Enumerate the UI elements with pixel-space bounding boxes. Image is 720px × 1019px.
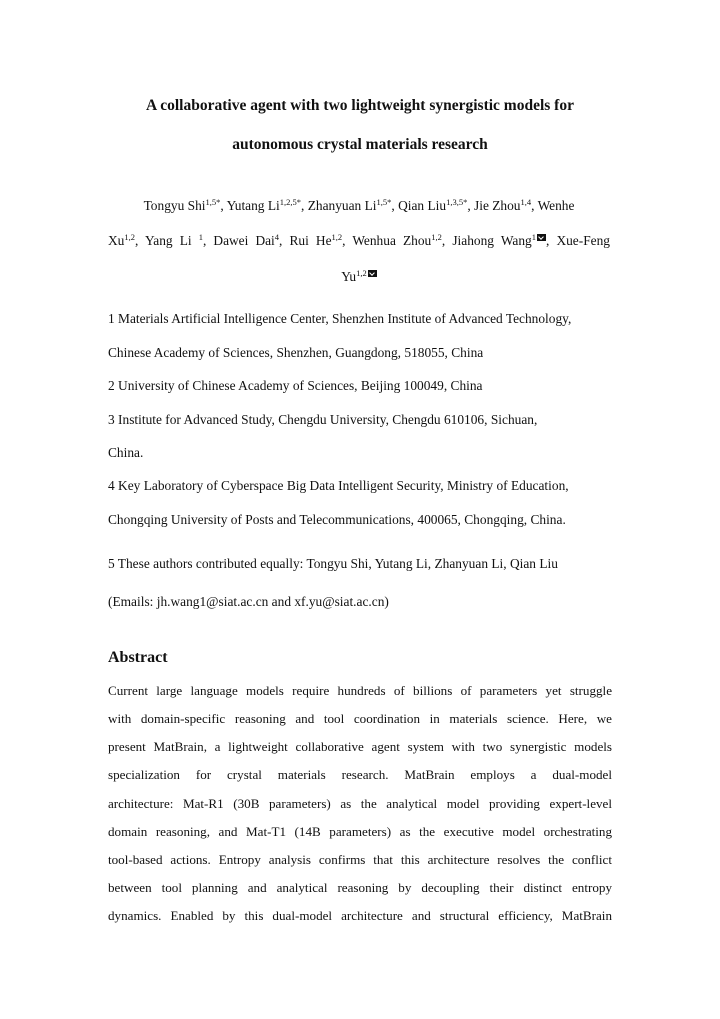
affiliation-line: 3 Institute for Advanced Study, Chengdu University, Chengdu 610106, Sichuan, (108, 412, 538, 427)
author-name: , Xue-Feng (546, 233, 610, 248)
author-line-3 (108, 267, 610, 287)
abstract-line: dynamics. Enabled by this dual-model architecture and structural efficiency, MatBrain (108, 908, 612, 923)
author-affiliation-sup: 1,4 (520, 197, 532, 207)
author-affiliation-sup: 1,2 (124, 232, 135, 242)
author-name: , Yang Li (135, 233, 199, 248)
author-affiliation-sup: 1 (531, 232, 536, 242)
abstract-line: tool-based actions. Entropy analysis confirms that this architecture resolves the conflict (108, 852, 612, 867)
author-name: , Jiahong Wang (441, 233, 532, 248)
abstract-heading: Abstract (108, 649, 168, 666)
author-affiliation-sup: 1 (198, 232, 203, 242)
envelope-icon (537, 234, 546, 241)
author-name: , Dawei Dai (202, 233, 275, 248)
author-name: , Rui He (279, 233, 332, 248)
abstract-line: with domain-specific reasoning and tool coordination in materials science. Here, we (108, 711, 612, 726)
author-affiliation-sup: 1,2 (431, 232, 442, 242)
abstract-line: Current large language models require hundreds of billions of parameters yet struggle (108, 683, 612, 698)
envelope-icon (368, 270, 377, 277)
author-affiliation-sup: 4 (274, 232, 280, 242)
abstract-line: present MatBrain, a lightweight collaborative agent system with two synergistic models (108, 739, 612, 754)
author-name: Tongyu Shi (143, 198, 206, 213)
author-affiliation-sup: 1,5* (376, 197, 392, 207)
author-line-1 (108, 196, 610, 216)
paper-title-line-2: autonomous crystal materials research (232, 136, 488, 153)
email-line: (Emails: jh.wang1@siat.ac.cn and xf.yu@siat.ac.cn) (108, 594, 389, 609)
affiliation-line: Chongqing University of Posts and Telecommunications, 400065, Chongqing, China. (108, 512, 566, 527)
author-name: , Qian Liu (391, 198, 447, 213)
paper-title-line-1: A collaborative agent with two lightweight synergistic models for (146, 97, 574, 114)
affiliation-line: Chinese Academy of Sciences, Shenzhen, Guangdong, 518055, China (108, 345, 484, 360)
author-name: , Yutang Li (220, 198, 280, 213)
author-affiliation-sup: 1,2,5* (279, 197, 302, 207)
author-name: , Zhanyuan Li (301, 198, 377, 213)
author-name: Xu (108, 233, 125, 248)
abstract-line: specialization for crystal materials research. MatBrain employs a dual-model (108, 767, 612, 782)
equal-contribution-note: 5 These authors contributed equally: Tongyu Shi, Yutang Li, Zhanyuan Li, Qian Liu (108, 556, 558, 571)
author-name: Yu (341, 269, 357, 284)
author-name: , Jie Zhou (467, 198, 521, 213)
author-affiliation-sup: 1,3,5* (446, 197, 468, 207)
affiliation-line: 2 University of Chinese Academy of Sciences, Beijing 100049, China (108, 378, 483, 393)
abstract-line: architecture: Mat-R1 (30B parameters) as the analytical model providing expert-level (108, 796, 612, 811)
abstract-line: between tool planning and analytical reasoning by decoupling their distinct entropy (108, 880, 612, 895)
affiliation-line: 1 Materials Artificial Intelligence Center, Shenzhen Institute of Advanced Technology, (108, 311, 572, 326)
affiliation-line: 4 Key Laboratory of Cyberspace Big Data Intelligent Security, Ministry of Education, (108, 478, 569, 493)
affiliation-line: China. (108, 445, 144, 460)
author-affiliation-sup: 1,2 (356, 268, 367, 278)
author-line-2 (108, 231, 610, 251)
author-affiliation-sup: 1,5* (205, 197, 221, 207)
author-name: , Wenhua Zhou (342, 233, 432, 248)
abstract-line: domain reasoning, and Mat-T1 (14B parameters) as the executive model orchestrating (108, 824, 612, 839)
author-affiliation-sup: 1,2 (331, 232, 343, 242)
author-name: , Wenhe (531, 198, 575, 213)
